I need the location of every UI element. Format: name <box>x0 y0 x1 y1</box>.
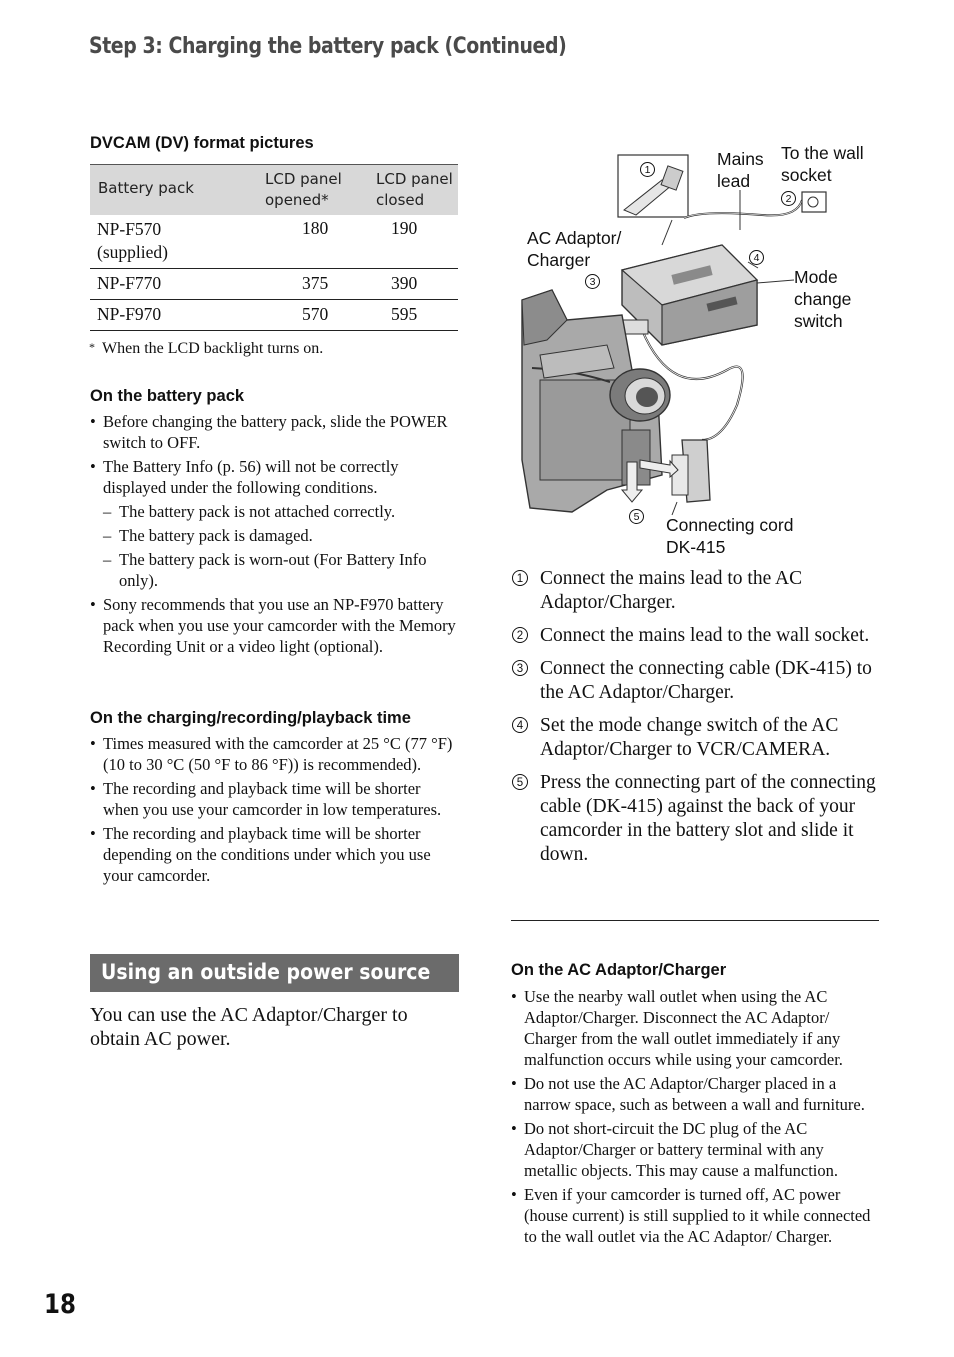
list-subitem: – The battery pack is not attached correctly. <box>90 501 458 522</box>
cell-opened: 180 <box>302 218 329 238</box>
list-item: • Do not short-circuit the DC plug of the AC Adaptor/Charger or battery terminal with any metallic objects. This may cause a malfunction. <box>511 1118 881 1181</box>
cell-opened: 570 <box>302 304 329 324</box>
footnote-text: When the LCD backlight turns on. <box>102 340 324 357</box>
steps-list <box>510 567 880 876</box>
step-number: 5 <box>512 774 528 790</box>
col-header-opened: LCD panel opened* <box>265 170 342 209</box>
list-item: • Use the nearby wall outlet when using the AC Adaptor/Charger. Disconnect the AC Adaptor/ Charger from the wall outlet immediately if any malfunction occurs while using your camcorder. <box>511 986 881 1070</box>
diagram-illustration <box>512 140 882 560</box>
list-subitem: – The battery pack is damaged. <box>90 525 458 546</box>
step-item <box>510 657 880 705</box>
step-number: 3 <box>512 660 528 676</box>
label-ac-adaptor: AC Adaptor/ Charger <box>527 228 622 270</box>
step-text: Connect the mains lead to the wall socket. <box>540 625 870 646</box>
step-number: 4 <box>512 717 528 733</box>
label-connecting-cord: Connecting cord DK-415 <box>666 515 794 557</box>
step-text: Set the mode change switch of the AC Adaptor/Charger to VCR/CAMERA. <box>540 715 839 760</box>
table-row <box>90 300 458 331</box>
ac-adaptor-list <box>511 986 881 1250</box>
col-header-pack: Battery pack <box>98 179 194 197</box>
battery-table <box>90 164 458 331</box>
list-item: • Times measured with the camcorder at 25 °C (77 °F) (10 to 30 °C (50 °F to 86 °F)) is recommended). <box>90 733 458 775</box>
step-text: Press the connecting part of the connecting cable (DK-415) against the back of your camcorder in the battery slot and slide it down. <box>540 772 876 865</box>
battery-pack-list <box>90 411 458 660</box>
ac-adaptor-heading: On the AC Adaptor/Charger <box>511 961 727 979</box>
table-row <box>90 215 458 269</box>
cell-pack: NP-F970 <box>97 304 162 324</box>
list-item: • Sony recommends that you use an NP-F970 battery pack when you use your camcorder with the Memory Recording Unit or a video light (optional). <box>90 594 458 657</box>
cell-pack: NP-F770 <box>97 273 162 293</box>
step-item <box>510 714 880 762</box>
table-row <box>90 269 458 300</box>
marker-4: 4 <box>749 250 764 265</box>
label-wall-socket: To the wall socket <box>781 143 864 185</box>
section-divider <box>511 920 879 921</box>
cell-closed: 390 <box>391 273 418 293</box>
step-item <box>510 567 880 615</box>
charging-list <box>90 733 458 889</box>
list-item: • The Battery Info (p. 56) will not be correctly displayed under the following conditions. <box>90 456 458 498</box>
section-intro: You can use the AC Adaptor/Charger to obtain AC power. <box>90 1004 408 1050</box>
battery-pack-heading: On the battery pack <box>90 387 245 405</box>
marker-2: 2 <box>781 191 796 206</box>
charging-heading: On the charging/recording/playback time <box>90 709 411 727</box>
marker-5: 5 <box>629 509 644 524</box>
step-number: 2 <box>512 627 528 643</box>
table-header-row <box>90 164 458 215</box>
step-item <box>510 771 880 867</box>
col-header-closed: LCD panel closed <box>376 170 453 209</box>
step-text: Connect the connecting cable (DK-415) to the AC Adaptor/Charger. <box>540 658 872 703</box>
table-heading: DVCAM (DV) format pictures <box>90 134 314 152</box>
list-item: • The recording and playback time will be shorter when you use your camcorder in low temperatures. <box>90 778 458 820</box>
ac-adaptor-diagram <box>512 140 882 560</box>
page-number: 18 <box>44 1289 76 1320</box>
page-header: Step 3: Charging the battery pack (Continued) <box>89 34 567 59</box>
list-item: • The recording and playback time will be shorter depending on the conditions under which you use your camcorder. <box>90 823 458 886</box>
step-text: Connect the mains lead to the AC Adaptor/Charger. <box>540 568 803 613</box>
marker-1: 1 <box>640 162 655 177</box>
section-title: Using an outside power source <box>101 960 431 984</box>
marker-3: 3 <box>585 274 600 289</box>
cell-opened: 375 <box>302 273 329 293</box>
list-item: • Before changing the battery pack, slide the POWER switch to OFF. <box>90 411 458 453</box>
cell-closed: 595 <box>391 304 418 324</box>
step-number: 1 <box>512 570 528 586</box>
label-mains-lead: Mains lead <box>717 149 764 191</box>
list-item: • Do not use the AC Adaptor/Charger placed in a narrow space, such as between a wall and furniture. <box>511 1073 881 1115</box>
section-title-bar <box>90 954 459 992</box>
cell-closed: 190 <box>391 218 418 238</box>
cell-pack: NP-F570 (supplied) <box>97 219 168 262</box>
list-subitem: – The battery pack is worn-out (For Battery Info only). <box>90 549 458 591</box>
list-item: • Even if your camcorder is turned off, AC power (house current) is still supplied to it while connected to the wall outlet via the AC Adaptor/ Charger. <box>511 1184 881 1247</box>
table-footnote <box>89 340 323 358</box>
label-mode-switch: Mode change switch <box>794 267 852 331</box>
step-item <box>510 624 880 648</box>
footnote-mark: * <box>89 340 95 354</box>
